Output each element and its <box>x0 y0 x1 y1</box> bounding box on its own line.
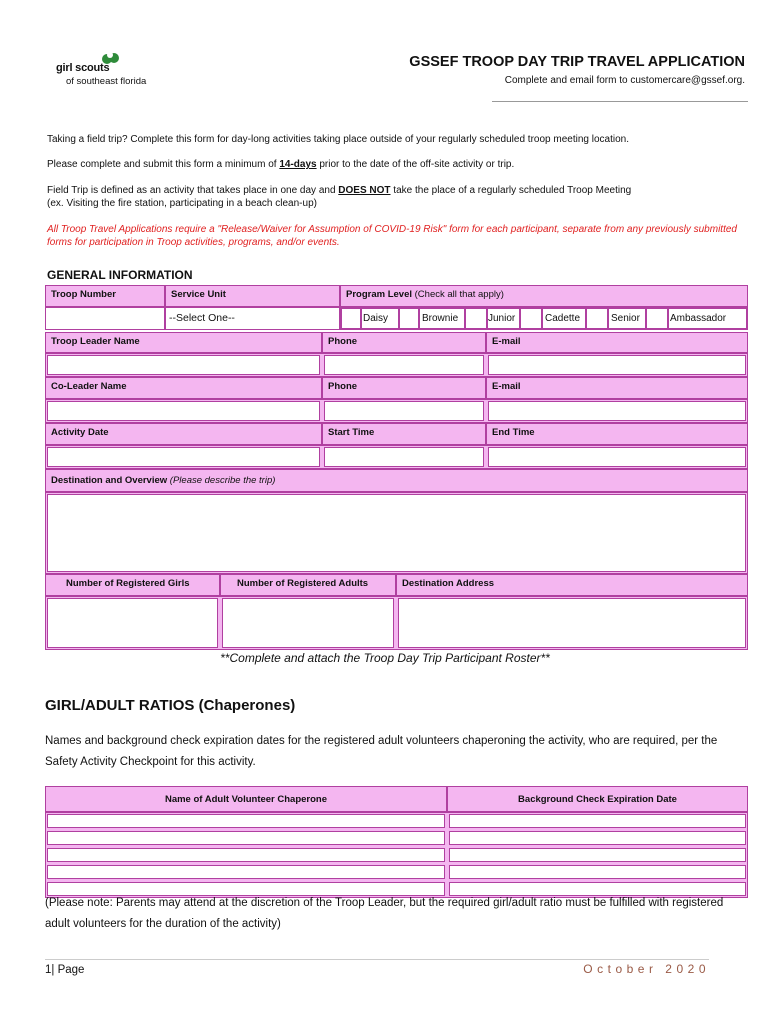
checkbox-cadette[interactable] <box>520 308 542 329</box>
program-level-title: Program Level <box>346 289 412 300</box>
intro-line-3-post: take the place of a regularly scheduled Troop Meeting <box>390 185 632 196</box>
end-time-label: End Time <box>486 423 748 445</box>
checkbox-daisy[interactable] <box>341 308 361 329</box>
background-check-input-1[interactable] <box>449 814 746 828</box>
level-ambassador: Ambassador <box>670 313 727 324</box>
logo-line-1: girl scouts <box>56 62 110 74</box>
girl-scouts-logo <box>52 52 162 92</box>
background-check-input-2[interactable] <box>449 831 746 845</box>
num-girls-input[interactable] <box>47 598 218 648</box>
service-unit-select[interactable]: --Select One-- <box>165 307 340 330</box>
start-time-label: Start Time <box>322 423 486 445</box>
troop-number-label: Troop Number <box>45 285 165 307</box>
chaperone-name-input-1[interactable] <box>47 814 445 828</box>
co-leader-name-input[interactable] <box>47 401 320 421</box>
level-brownie: Brownie <box>422 313 459 324</box>
intro-line-3b: (ex. Visiting the fire station, participating in a beach clean-up) <box>47 198 317 209</box>
level-daisy: Daisy <box>363 313 389 324</box>
intro-line-3 <box>47 184 747 210</box>
program-level-note: (Check all that apply) <box>414 289 504 300</box>
intro-line-1: Taking a field trip? Complete this form for day-long activities taking place outside of your regularly scheduled troop meeting location. <box>47 134 629 145</box>
checkbox-brownie[interactable] <box>399 308 419 329</box>
intro-line-3-pre: Field Trip is defined as an activity that takes place in one day and <box>47 185 339 196</box>
roster-note: **Complete and attach the Troop Day Trip Participant Roster** <box>220 651 550 665</box>
intro-line-3-bold: DOES NOT <box>338 185 391 196</box>
form-title: GSSEF TROOP DAY TRIP TRAVEL APPLICATION <box>409 54 745 70</box>
num-girls-label: Number of Registered Girls <box>45 574 220 596</box>
destination-overview-textarea[interactable] <box>47 494 746 572</box>
header-divider <box>492 101 748 102</box>
activity-date-input[interactable] <box>47 447 320 467</box>
footer-date: October 2020 <box>583 962 710 976</box>
level-senior: Senior <box>611 313 640 324</box>
program-level-label <box>340 285 748 307</box>
checkbox-senior[interactable] <box>586 308 608 329</box>
ratios-note: (Please note: Parents may attend at the discretion of the Troop Leader, but the required girl/adult ratio must be fulfilled with registered adult volunteers for the duration of the activity) <box>45 897 724 930</box>
intro-line-2-pre: Please complete and submit this form a minimum of <box>47 159 280 170</box>
num-adults-input[interactable] <box>222 598 394 648</box>
activity-date-label: Activity Date <box>45 423 322 445</box>
destination-overview-label <box>45 469 748 492</box>
level-cadette: Cadette <box>545 313 581 324</box>
chaperone-name-input-4[interactable] <box>47 865 445 879</box>
troop-number-input[interactable] <box>45 307 165 330</box>
co-leader-phone-label: Phone <box>322 377 486 399</box>
page-number: 1| Page <box>45 964 85 976</box>
destination-address-input[interactable] <box>398 598 746 648</box>
ratios-heading: GIRL/ADULT RATIOS (Chaperones) <box>45 697 296 714</box>
destination-address-label: Destination Address <box>396 574 748 596</box>
co-leader-phone-input[interactable] <box>324 401 484 421</box>
troop-leader-name-label: Troop Leader Name <box>45 332 322 353</box>
chaperone-name-input-3[interactable] <box>47 848 445 862</box>
background-check-header: Background Check Expiration Date <box>447 786 748 812</box>
covid-note: All Troop Travel Applications require a "Release/Waiver for Assumption of COVID-19 Risk" form for each participant, separate from any previously submitted forms for participation in Troop activities, programs, and/or events. <box>47 224 737 248</box>
chaperone-name-input-2[interactable] <box>47 831 445 845</box>
background-check-input-4[interactable] <box>449 865 746 879</box>
service-unit-label: Service Unit <box>165 285 340 307</box>
checkbox-junior[interactable] <box>465 308 487 329</box>
leader-phone-input[interactable] <box>324 355 484 375</box>
level-junior: Junior <box>488 313 516 324</box>
destination-overview-title: Destination and Overview <box>51 475 168 486</box>
co-leader-email-label: E-mail <box>486 377 748 399</box>
checkbox-ambassador[interactable] <box>646 308 668 329</box>
form-subtitle: Complete and email form to customercare@gssef.org. <box>504 75 745 86</box>
num-adults-label: Number of Registered Adults <box>220 574 396 596</box>
footer-divider <box>45 959 709 960</box>
leader-email-label: E-mail <box>486 332 748 353</box>
leader-email-input[interactable] <box>488 355 746 375</box>
chaperone-name-header: Name of Adult Volunteer Chaperone <box>45 786 447 812</box>
end-time-input[interactable] <box>488 447 746 467</box>
intro-line-2-post: prior to the date of the off-site activity or trip. <box>316 159 515 170</box>
intro-line-2 <box>47 158 747 171</box>
logo-line-2: of southeast florida <box>66 76 147 87</box>
start-time-input[interactable] <box>324 447 484 467</box>
general-info-heading: GENERAL INFORMATION <box>47 268 193 282</box>
intro-line-2-bold: 14-days <box>279 159 317 170</box>
destination-overview-note: (Please describe the trip) <box>169 475 276 486</box>
leader-phone-label: Phone <box>322 332 486 353</box>
co-leader-email-input[interactable] <box>488 401 746 421</box>
troop-leader-name-input[interactable] <box>47 355 320 375</box>
background-check-input-3[interactable] <box>449 848 746 862</box>
co-leader-name-label: Co-Leader Name <box>45 377 322 399</box>
ratios-description: Names and background check expiration dates for the registered adult volunteers chaperoning the activity, who are required, per the Safety Activity Checkpoint for this activity. <box>45 735 718 768</box>
